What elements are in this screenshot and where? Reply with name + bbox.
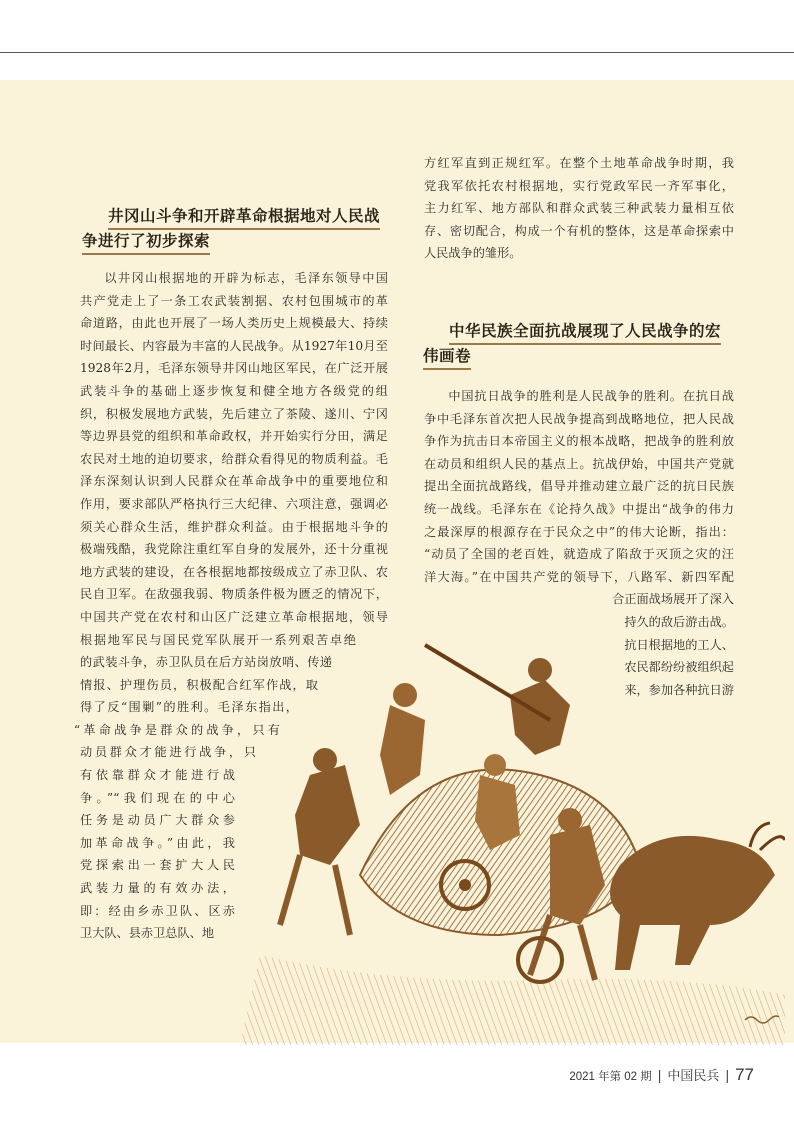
heading-line: 中华民族全面抗战展现了人民战争的宏 bbox=[449, 320, 721, 345]
text-line: 抗日根据地的工人、 bbox=[624, 637, 734, 652]
footer-separator: | bbox=[725, 1067, 730, 1083]
text-line: 之最深厚的根源存在于民众之中”的伟大论断，指出： bbox=[424, 524, 734, 539]
text-line: 泽东深刻认识到人民群众在革命战争中的重要地位和 bbox=[80, 474, 388, 489]
text-line: 武装斗争的基础上逐步恢复和健全地方各级党的组 bbox=[80, 383, 388, 398]
top-rule bbox=[0, 52, 794, 53]
magazine-name: 中国民兵 bbox=[667, 1068, 720, 1083]
text-line: 作用，要求部队严格执行三大纪律、六项注意，强调必 bbox=[80, 496, 388, 511]
body-paragraph-right-continued bbox=[424, 152, 734, 265]
heading-line: 伟画卷 bbox=[423, 345, 471, 370]
text-line: 等边界县党的组织和革命政权，并开始实行分田，满足 bbox=[80, 429, 388, 444]
page-number: 77 bbox=[735, 1065, 754, 1084]
text-line: 加革命战争。”由此，我 bbox=[80, 835, 235, 850]
page-footer bbox=[569, 1065, 754, 1085]
heading-line: 井冈山斗争和开辟革命根据地对人民战 bbox=[108, 205, 380, 230]
text-line: 时间最长、内容最为丰富的人民战争。从1927年10月至 bbox=[80, 338, 388, 353]
section-heading-anti-japanese-war bbox=[423, 320, 721, 370]
text-line: “动员了全国的老百姓，就造成了陷敌于灭顶之灾的汪 bbox=[424, 547, 734, 562]
text-line: 卫大队、县赤卫总队、地 bbox=[80, 926, 215, 941]
text-line: 党探索出一套扩大人民 bbox=[80, 858, 235, 873]
text-line: 人民战争的雏形。 bbox=[424, 246, 522, 261]
text-line: 以井冈山根据地的开辟为标志，毛泽东领导中国 bbox=[104, 271, 388, 285]
text-line: 农民都纷纷被组织起 bbox=[624, 660, 734, 675]
text-line: 存、密切配合，构成一个有机的整体，这是革命探索中 bbox=[424, 223, 734, 238]
text-line: 统一战线。毛泽东在《论持久战》中提出“战争的伟力 bbox=[424, 501, 734, 516]
text-line: 须关心群众生活，维护群众利益。由于根据地斗争的 bbox=[80, 519, 388, 534]
text-line: 极端残酷，我党除注重红军自身的发展外，还十分重视 bbox=[80, 542, 388, 557]
text-line: 共产党走上了一条工农武装割据、农村包围城市的革 bbox=[80, 293, 388, 308]
footer-separator: | bbox=[657, 1067, 662, 1083]
heading-line: 争进行了初步探索 bbox=[82, 230, 210, 255]
text-line: 提出全面抗战路线，倡导并推动建立最广泛的抗日民族 bbox=[424, 479, 734, 494]
text-line: 的武装斗争，赤卫队员在后方站岗放哨、传递 bbox=[80, 655, 332, 670]
text-line: 中国共产党在农村和山区广泛建立革命根据地，领导 bbox=[80, 609, 388, 624]
text-line: 1928年2月，毛泽东领导井冈山地区军民，在广泛开展 bbox=[80, 361, 388, 376]
text-line: 争。”“我们现在的中心 bbox=[80, 790, 235, 805]
woodcut-illustration bbox=[240, 625, 785, 1045]
text-line: 党我军依托农村根据地，实行党政军民一齐军事化， bbox=[424, 178, 734, 193]
text-line: 主力红军、地方部队和群众武装三种武装力量相互依 bbox=[424, 201, 734, 216]
text-line: 命道路，由此也开展了一场人类历史上规模最大、持续 bbox=[80, 316, 388, 331]
issue-label: 2021 年第 02 期 bbox=[569, 1071, 652, 1083]
text-line: 情报、护理伤员，积极配合红军作战，取 bbox=[80, 677, 318, 692]
text-line: 持久的敌后游击战。 bbox=[624, 614, 734, 629]
text-line: 合正面战场展开了深入 bbox=[612, 592, 734, 607]
text-line: 得了反“围剿”的胜利。毛泽东指出， bbox=[80, 700, 298, 715]
text-line: 即：经由乡赤卫队、区赤 bbox=[80, 903, 235, 918]
text-line: 任务是动员广大群众参 bbox=[80, 813, 235, 828]
text-line: 争作为抗击日本帝国主义的根本战略，把战争的胜利放 bbox=[424, 434, 734, 449]
text-line: 民自卫军。在敌强我弱、物质条件极为匮乏的情况下， bbox=[80, 587, 388, 602]
text-line: 来，参加各种抗日游 bbox=[624, 682, 734, 697]
text-line: 地方武装的建设，在各根据地都按级成立了赤卫队、农 bbox=[80, 564, 388, 579]
section-heading-jinggangshan bbox=[82, 205, 380, 255]
text-line: 动员群众才能进行战争，只 bbox=[80, 745, 256, 760]
text-line: 争中毛泽东首次把人民战争提高到战略地位，把人民战 bbox=[424, 411, 734, 426]
text-line: 武装力量的有效办法， bbox=[80, 881, 235, 896]
text-line: 农民对土地的迫切要求，给群众看得见的物质利益。毛 bbox=[80, 451, 388, 466]
text-line: “革命战争是群众的战争，只有 bbox=[73, 722, 280, 737]
woodcut-battle-scene-icon bbox=[240, 625, 785, 1045]
text-line: 织，积极发展地方武装，先后建立了茶陵、遂川、宁冈 bbox=[80, 406, 388, 421]
text-line: 洋大海。”在中国共产党的领导下，八路军、新四军配 bbox=[424, 569, 734, 584]
text-line: 方红军直到正规红军。在整个土地革命战争时期，我 bbox=[424, 156, 734, 170]
text-line: 根据地军民与国民党军队展开一系列艰苦卓绝 bbox=[80, 632, 356, 647]
text-line: 有依靠群众才能进行战 bbox=[80, 768, 235, 783]
text-line: 中国抗日战争的胜利是人民战争的胜利。在抗日战 bbox=[448, 389, 734, 403]
text-line: 在动员和组织人民的基点上。抗战伊始，中国共产党就 bbox=[424, 456, 734, 471]
